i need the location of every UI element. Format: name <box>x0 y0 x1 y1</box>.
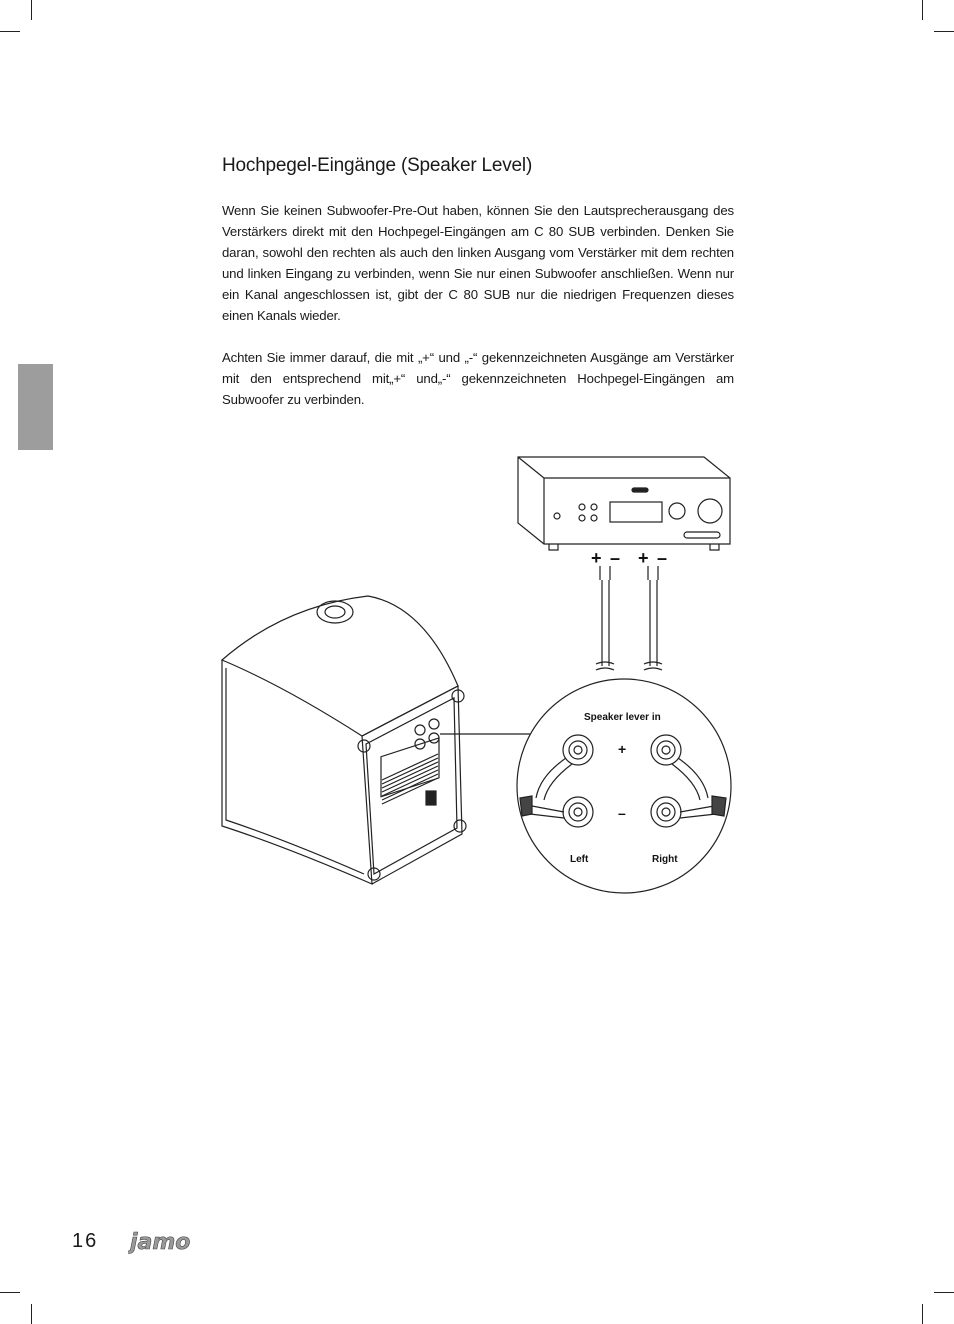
crop-mark <box>934 31 954 32</box>
jamo-logo-text: jamo <box>130 1230 191 1254</box>
amp-polarity-minus-left: – <box>610 548 621 568</box>
crop-mark <box>0 31 20 32</box>
crop-mark <box>0 1292 20 1293</box>
speaker-cables <box>596 566 662 670</box>
amp-polarity-plus-right: + <box>638 548 649 568</box>
connection-diagram-svg <box>214 446 734 894</box>
crop-mark <box>31 0 32 20</box>
connection-diagram <box>214 446 734 894</box>
paragraph-polarity: Achten Sie immer darauf, die mit „+“ und „-“ gekennzeichneten Ausgänge am Verstärker mit den entsprechend mit„+“ und„-“ gekennzeichneten Hochpegel-Eingängen am Subwoofer zu verbinden. <box>222 350 734 407</box>
detail-plus-label: + <box>618 741 627 757</box>
jamo-logo <box>128 1230 210 1254</box>
detail-left-label: Left <box>570 854 589 865</box>
detail-title: Speaker lever in <box>584 712 661 723</box>
subwoofer-illustration <box>222 596 466 884</box>
crop-mark <box>934 1292 954 1293</box>
amp-polarity-plus-left: + <box>591 548 602 568</box>
paragraph-intro: Wenn Sie keinen Subwoofer-Pre-Out haben, können Sie den Lautsprecherausgang des Verstärkers direkt mit den Hochpegel-Eingängen am C 80 SUB verbinden. Denken Sie daran, sowohl den rechten als auch den linken Ausgang vom Verstärker mit dem rechten und linken Eingang zu verbinden, wenn Sie nur einen Subwoofer anschließen. Wenn nur ein Kanal angeschlossen ist, gibt der C 80 SUB nur die niedrigen Frequenzen dieses einen Kanals wieder. <box>222 203 734 323</box>
section-heading: Hochpegel-Eingänge (Speaker Level) <box>222 155 533 176</box>
crop-mark <box>922 1304 923 1324</box>
detail-minus-label: – <box>618 805 626 821</box>
amp-polarity-minus-right: – <box>657 548 668 568</box>
section-tab <box>18 364 53 450</box>
crop-mark <box>31 1304 32 1324</box>
page-number: 16 <box>72 1230 99 1252</box>
amplifier-illustration <box>518 457 730 550</box>
crop-mark <box>922 0 923 20</box>
detail-right-label: Right <box>652 854 678 865</box>
